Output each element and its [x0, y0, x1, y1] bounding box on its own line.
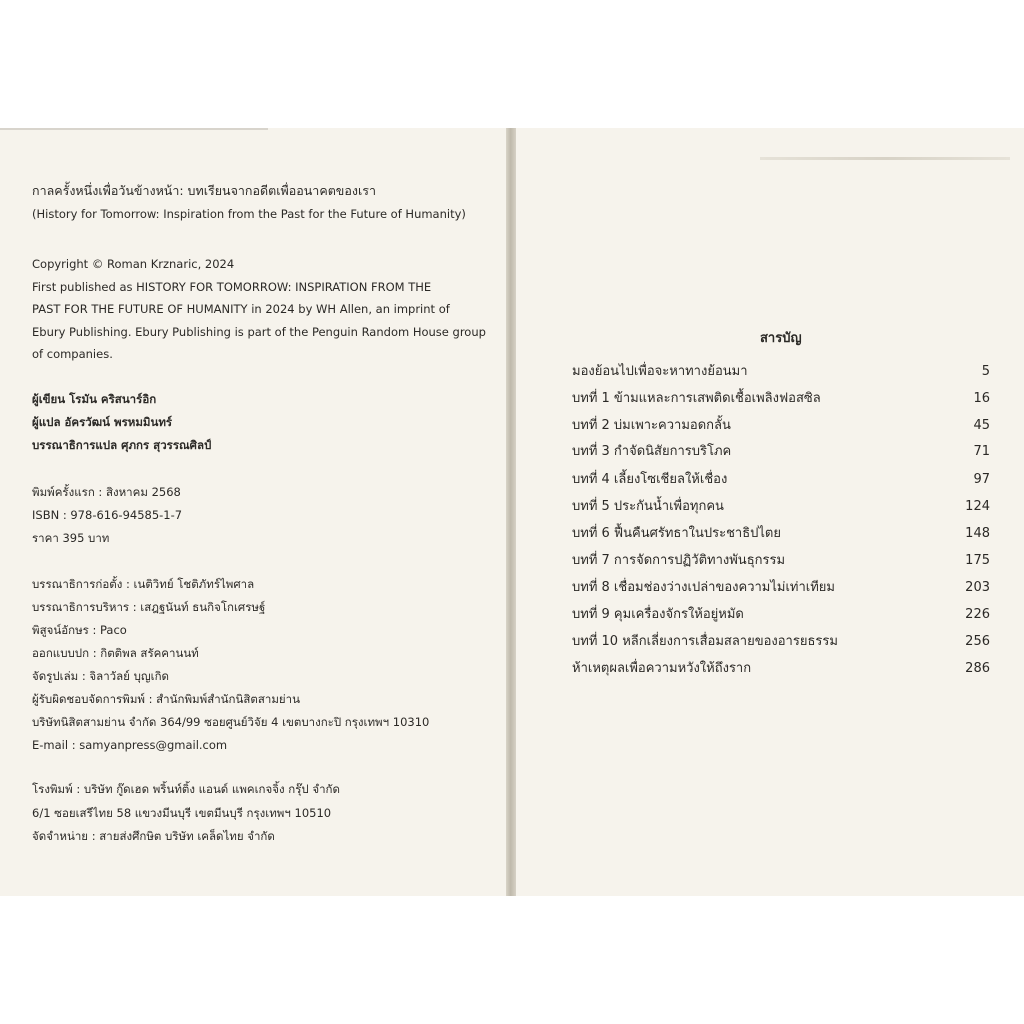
toc-entry-label: บทที่ 7 การจัดการปฏิวัติทางพันธุกรรม [572, 553, 786, 568]
toc-entry-page: 124 [965, 499, 990, 514]
toc-entry-label: บทที่ 9 คุมเครื่องจักรให้อยู่หมัด [572, 607, 744, 622]
toc-entry [572, 443, 990, 461]
toc-entry [572, 579, 990, 597]
page-edge-strip [0, 128, 268, 130]
toc-entry-label: บทที่ 2 บ่มเพาะความอดกลั้น [572, 418, 731, 433]
toc-entry [572, 606, 990, 624]
copyright-line: First published as HISTORY FOR TOMORROW: INSPIRATION FROM THE [32, 280, 432, 294]
staff-line: ผู้รับผิดชอบจัดการพิมพ์ : สำนักพิมพ์สำนักนิสิตสามย่าน [32, 692, 300, 706]
toc-entry-page: 71 [973, 444, 990, 459]
toc-entry [572, 525, 990, 543]
toc-entry-label: บทที่ 10 หลีกเลี่ยงการเสื่อมสลายของอารยธรรม [572, 634, 838, 649]
toc-entry-label: บทที่ 6 ฟื้นคืนศรัทธาในประชาธิปไตย [572, 526, 781, 541]
toc-entry-label: ห้าเหตุผลเพื่อความหวังให้ถึงราก [572, 661, 752, 676]
toc-entry-page: 256 [965, 634, 990, 649]
printer-address: 6/1 ซอยเสรีไทย 58 แขวงมีนบุรี เขตมีนบุรี กรุงเทพฯ 10510 [32, 806, 332, 820]
toc-entry-page: 203 [965, 580, 990, 595]
toc-entry-page: 97 [973, 472, 990, 487]
isbn: ISBN : 978-616-94585-1-7 [32, 508, 183, 522]
staff-line: บรรณาธิการบริหาร : เสฎฐนันท์ ธนกิจโกเศรษฐ์ [32, 600, 266, 614]
publisher-address: บริษัทนิสิตสามย่าน จำกัด 364/99 ซอยศูนย์วิจัย 4 เขตบางกะปิ กรุงเทพฯ 10310 [32, 715, 430, 729]
toc-entry-label: มองย้อนไปเพื่อจะหาทางย้อนมา [572, 364, 748, 379]
copyright-line: Ebury Publishing. Ebury Publishing is part of the Penguin Random House group [32, 325, 486, 339]
staff-line: บรรณาธิการก่อตั้ง : เนติวิทย์ โชติภัทร์ไพศาล [32, 577, 255, 591]
toc-entry [572, 363, 990, 381]
book-gutter [506, 128, 516, 896]
price: ราคา 395 บาท [32, 531, 110, 545]
toc-entry [572, 633, 990, 651]
author-credit: ผู้เขียน โรมัน คริสนาร์อิก [32, 392, 157, 406]
toc-entry [572, 498, 990, 516]
toc-entry-page: 5 [981, 364, 990, 379]
toc-entry [572, 390, 990, 408]
toc-entry-label: บทที่ 1 ข้ามแหละการเสพติดเชื้อเพลิงฟอสซิล [572, 391, 821, 406]
toc-entry [572, 552, 990, 570]
copyright-line: of companies. [32, 347, 113, 361]
toc-entry-page: 148 [965, 526, 990, 541]
printer-line: โรงพิมพ์ : บริษัท กู๊ดเฮด พริ้นท์ติ้ง แอนด์ แพคเกจจิ้ง กรุ๊ป จำกัด [32, 782, 340, 796]
toc-entry-page: 226 [965, 607, 990, 622]
distributor-line: จัดจำหน่าย : สายส่งศึกษิต บริษัท เคล็ดไทย จำกัด [32, 829, 275, 843]
toc-title: สารบัญ [760, 331, 802, 346]
staff-line: จัดรูปเล่ม : จิลาวัลย์ บุญเกิด [32, 669, 170, 683]
book-title-english: (History for Tomorrow: Inspiration from the Past for the Future of Humanity) [32, 207, 466, 221]
toc-entry [572, 660, 990, 678]
toc-entry-label: บทที่ 5 ประกันน้ำเพื่อทุกคน [572, 499, 724, 514]
staff-line: พิสูจน์อักษร : Paco [32, 623, 127, 637]
copyright-line: PAST FOR THE FUTURE OF HUMANITY in 2024 by WH Allen, an imprint of [32, 302, 450, 316]
toc-entry-label: บทที่ 4 เลี้ยงโซเชียลให้เชื่อง [572, 472, 728, 487]
toc-entry-page: 16 [973, 391, 990, 406]
translation-editor-credit: บรรณาธิการแปล ศุภกร สุวรรณศิลป์ [32, 438, 212, 452]
toc-entry [572, 471, 990, 489]
toc-entry-page: 286 [965, 661, 990, 676]
toc-entry-label: บทที่ 8 เชื่อมช่องว่างเปล่าของความไม่เท่าเทียม [572, 580, 835, 595]
toc-entry [572, 417, 990, 435]
staff-line: ออกแบบปก : กิตติพล สรัคคานนท์ [32, 646, 199, 660]
first-edition: พิมพ์ครั้งแรก : สิงหาคม 2568 [32, 485, 181, 499]
toc-entry-label: บทที่ 3 กำจัดนิสัยการบริโภค [572, 444, 732, 459]
publisher-email: E-mail : samyanpress@gmail.com [32, 738, 228, 752]
book-title-thai: กาลครั้งหนึ่งเพื่อวันข้างหน้า: บทเรียนจากอดีตเพื่ออนาคตของเรา [32, 183, 376, 198]
bleed-through-header [760, 157, 1010, 160]
translator-credit: ผู้แปล อัครวัฒน์ พรหมมินทร์ [32, 415, 173, 429]
toc-entry-page: 175 [965, 553, 990, 568]
copyright-line: Copyright © Roman Krznaric, 2024 [32, 257, 235, 271]
toc-entry-page: 45 [973, 418, 990, 433]
